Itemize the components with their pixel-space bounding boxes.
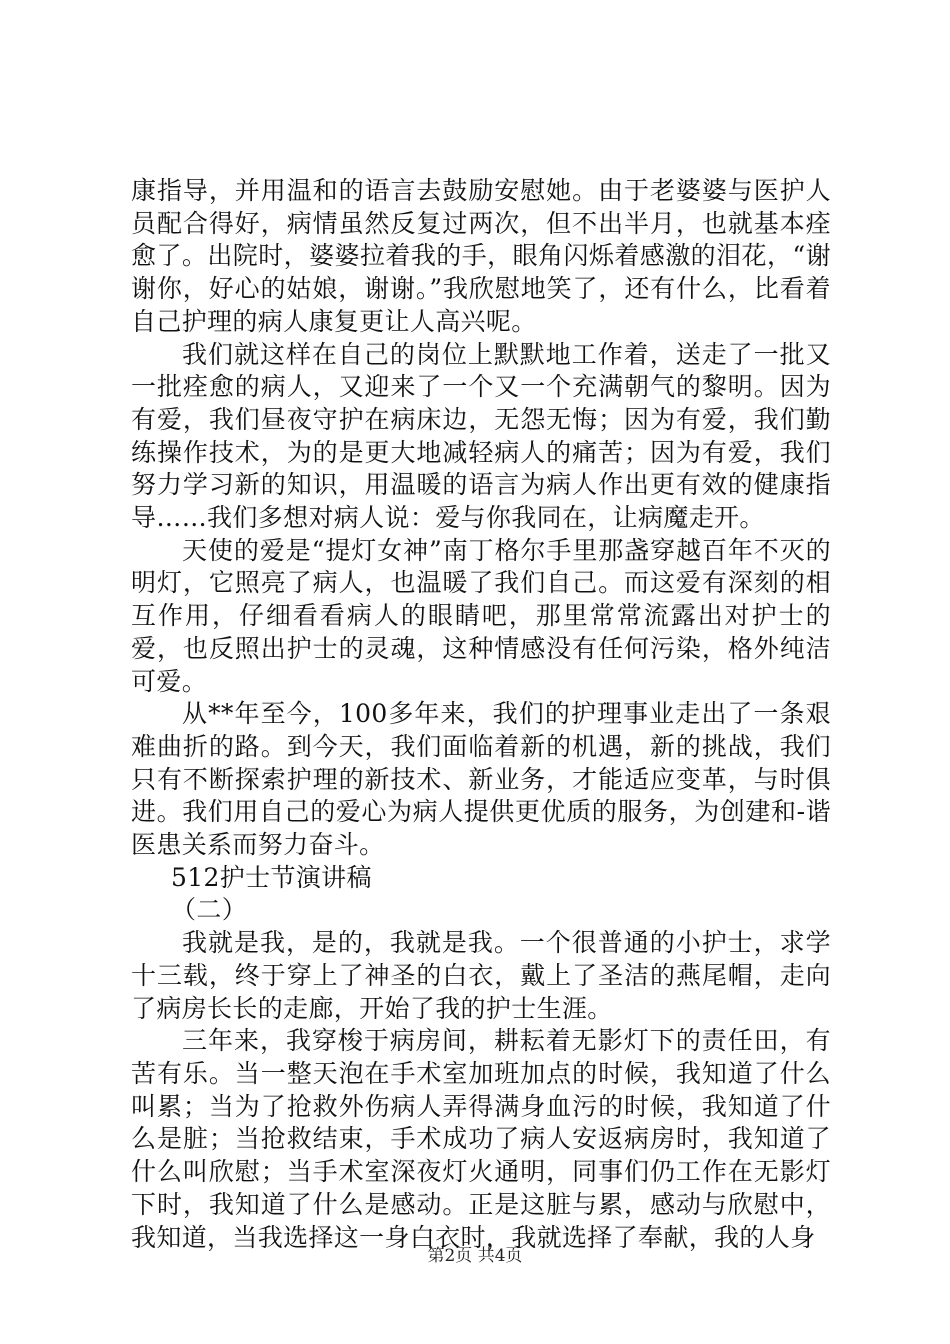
section-title: 512护士节演讲稿	[171, 862, 372, 892]
paragraph: 我就是我，是的，我就是我。一个很普通的小护士，求学十三载，终于穿上了神圣的白衣，戴上了圣洁的燕尾帽，走向了病房长长的走廊，开始了我的护士生涯。	[131, 928, 831, 1023]
document-body	[131, 175, 831, 1254]
paragraph: 从**年至今，100多年来，我们的护理事业走出了一条艰难曲折的路。到今天，我们面临着新的机遇，新的挑战，我们只有不断探索护理的新技术、新业务，才能适应变革，与时俱进。我们用自己的爱心为病人提供更优质的服务，为创建和-谐医患关系而努力奋斗。	[131, 699, 831, 860]
section-number: （二）	[171, 895, 248, 925]
paragraph: 天使的爱是“提灯女神”南丁格尔手里那盏穿越百年不灭的明灯，它照亮了病人，也温暖了我们自己。而这爱有深刻的相互作用，仔细看看病人的眼睛吧，那里常常流露出对护士的爱，也反照出护士的灵魂，这种情感没有任何污染，格外纯洁可爱。	[131, 535, 831, 696]
page-footer: 第2页 共4页	[427, 1246, 523, 1266]
paragraph: 三年来，我穿梭于病房间，耕耘着无影灯下的责任田，有苦有乐。当一整天泡在手术室加班加点的时候，我知道了什么叫累；当为了抢救外伤病人弄得满身血污的时候，我知道了什么是脏；当抢救结束，手术成功了病人安返病房时，我知道了什么叫欣慰；当手术室深夜灯火通明，同事们仍工作在无影灯下时，我知道了什么是感动。正是这脏与累，感动与欣慰中，我知道，当我选择这一身白衣时，我就选择了奉献，我的人身	[131, 1026, 831, 1252]
paragraph-continued: 康指导，并用温和的语言去鼓励安慰她。由于老婆婆与医护人员配合得好，病情虽然反复过两次，但不出半月，也就基本痊愈了。出院时，婆婆拉着我的手，眼角闪烁着感激的泪花，“谢谢你，好心的姑娘，谢谢。”我欣慰地笑了，还有什么，比看着自己护理的病人康复更让人高兴呢。	[131, 176, 831, 336]
paragraph: 我们就这样在自己的岗位上默默地工作着，送走了一批又一批痊愈的病人，又迎来了一个又一个充满朝气的黎明。因为有爱，我们昼夜守护在病床边，无怨无悔；因为有爱，我们勤练操作技术，为的是更大地减轻病人的痛苦；因为有爱，我们努力学习新的知识，用温暖的语言为病人作出更有效的健康指导……我们多想对病人说：爱与你我同在，让病魔走开。	[131, 339, 831, 533]
